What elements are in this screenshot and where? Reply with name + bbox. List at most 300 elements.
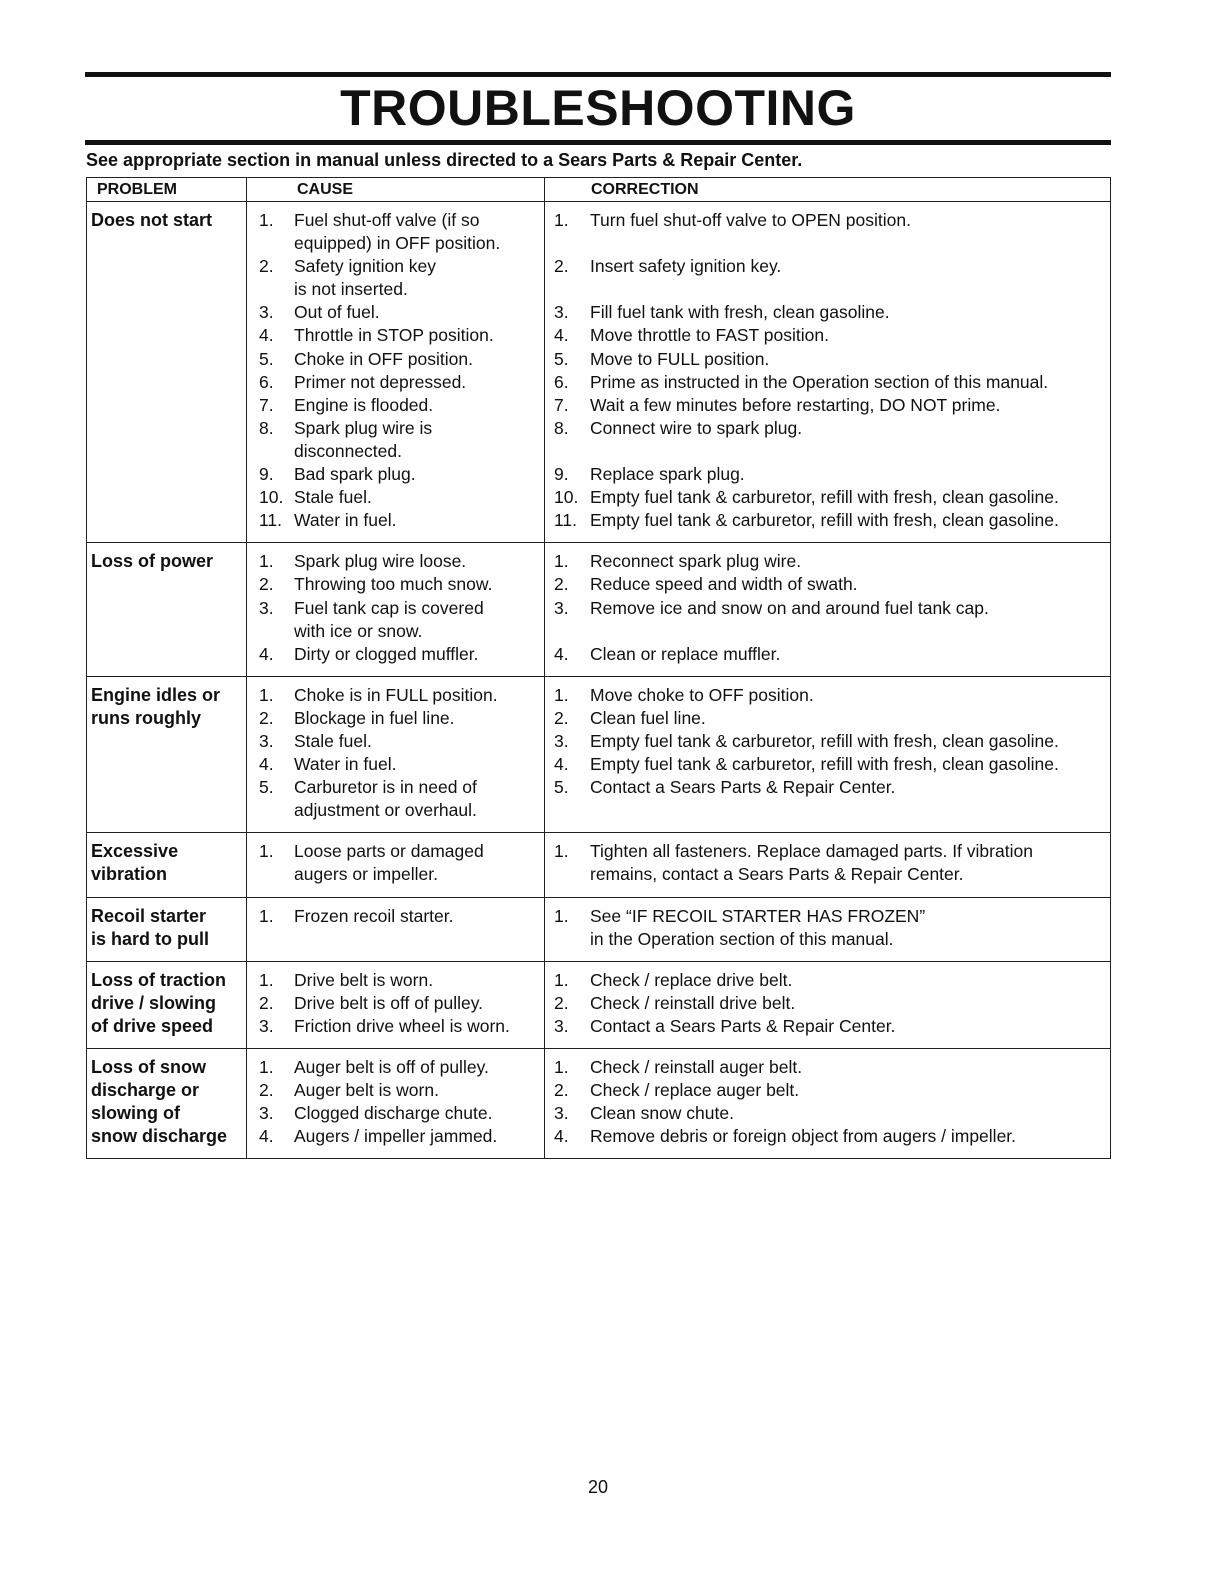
cause-text — [294, 301, 544, 324]
item-number: 5. — [554, 777, 569, 798]
correction-line: Clean fuel line. — [590, 707, 706, 728]
item-number: 3. — [554, 730, 569, 751]
problem-text: runs roughly — [91, 707, 202, 728]
cause-line: Choke in OFF position. — [294, 348, 473, 369]
correction-line: Wait a few minutes before restarting, DO NOT prime. — [590, 394, 1001, 415]
cause-cell — [247, 961, 545, 1048]
correction-line: in the Operation section of this manual. — [590, 928, 894, 949]
item-number: 3. — [259, 1103, 274, 1124]
table-body — [87, 202, 1111, 1159]
correction-line — [590, 232, 1110, 255]
correction-text — [590, 463, 1110, 486]
item-number: 1. — [554, 684, 569, 705]
cause-item — [247, 643, 544, 666]
correction-cell — [545, 961, 1111, 1048]
cause-line: Drive belt is worn. — [294, 969, 434, 990]
item-number: 1. — [554, 969, 569, 990]
item-number: 2. — [554, 992, 569, 1013]
cause-line: Bad spark plug. — [294, 464, 416, 485]
correction-cell — [545, 543, 1111, 676]
correction-line: Empty fuel tank & carburetor, refill with fresh, clean gasoline. — [590, 730, 1059, 751]
correction-item — [545, 643, 1110, 666]
item-number: 4. — [554, 643, 569, 664]
cause-text — [294, 684, 544, 707]
cause-text — [294, 348, 544, 371]
correction-text — [590, 417, 1110, 463]
correction-item — [545, 753, 1110, 776]
cause-text — [294, 753, 544, 776]
cause-item — [247, 509, 544, 532]
item-number: 1. — [259, 1057, 274, 1077]
correction-text — [590, 1079, 1110, 1102]
item-number: 1. — [259, 969, 274, 990]
cause-line — [294, 928, 544, 951]
correction-item — [545, 992, 1110, 1015]
item-number: 11. — [554, 510, 578, 531]
correction-item — [545, 684, 1110, 707]
cause-text — [294, 707, 544, 730]
correction-text — [590, 573, 1110, 596]
cause-text — [294, 573, 544, 596]
cause-line: Water in fuel. — [294, 510, 397, 531]
correction-line: Move to FULL position. — [590, 348, 770, 369]
item-number: 2. — [554, 256, 569, 277]
correction-item — [545, 486, 1110, 509]
correction-line — [590, 278, 1110, 301]
correction-text — [590, 597, 1110, 643]
correction-item — [545, 394, 1110, 417]
correction-text — [590, 550, 1110, 573]
cause-line: Friction drive wheel is worn. — [294, 1015, 510, 1036]
correction-item — [545, 1079, 1110, 1102]
item-number: 3. — [554, 302, 569, 323]
correction-item — [545, 969, 1110, 992]
item-number: 3. — [554, 597, 569, 618]
cause-text — [294, 643, 544, 666]
correction-item — [545, 1102, 1110, 1125]
correction-line: Fill fuel tank with fresh, clean gasoline. — [590, 302, 890, 323]
correction-item — [545, 707, 1110, 730]
cause-line: Throttle in STOP position. — [294, 325, 494, 346]
correction-item — [545, 840, 1110, 886]
cause-text — [294, 324, 544, 347]
correction-line: Remove ice and snow on and around fuel tank cap. — [590, 597, 989, 618]
cause-text — [294, 394, 544, 417]
correction-item — [545, 550, 1110, 573]
cause-cell — [247, 833, 545, 897]
item-number: 1. — [554, 1057, 569, 1077]
cause-text — [294, 463, 544, 486]
cause-text — [294, 597, 544, 643]
correction-line: Clean or replace muffler. — [590, 643, 781, 664]
item-number: 3. — [554, 1103, 569, 1124]
correction-text — [590, 776, 1110, 822]
cause-line: disconnected. — [294, 440, 402, 461]
correction-line: Contact a Sears Parts & Repair Center. — [590, 1015, 896, 1036]
table-row — [87, 202, 1111, 543]
cause-cell — [247, 897, 545, 961]
cause-line: Clogged discharge chute. — [294, 1103, 493, 1124]
cause-item — [247, 684, 544, 707]
correction-cell — [545, 1049, 1111, 1159]
correction-line: Check / reinstall auger belt. — [590, 1057, 803, 1077]
cause-text — [294, 1056, 544, 1079]
correction-item — [545, 1125, 1110, 1148]
problem-text: Recoil starter — [91, 905, 207, 926]
item-number: 1. — [259, 210, 274, 230]
problem-text: Engine idles or — [91, 684, 221, 705]
cause-item — [247, 371, 544, 394]
item-number: 7. — [259, 394, 274, 415]
cause-item — [247, 255, 544, 301]
header-correction: CORRECTION — [545, 178, 1111, 202]
item-number: 9. — [554, 464, 569, 485]
cause-text — [294, 1102, 544, 1125]
page-subtitle: See appropriate section in manual unless directed to a Sears Parts & Repair Center. — [86, 150, 803, 170]
correction-line: Replace spark plug. — [590, 464, 745, 485]
cause-item — [247, 417, 544, 463]
cause-line: Fuel tank cap is covered — [294, 597, 484, 618]
correction-line: Connect wire to spark plug. — [590, 417, 803, 438]
correction-text — [590, 1125, 1110, 1148]
cause-item — [247, 969, 544, 992]
item-number: 7. — [554, 394, 569, 415]
cause-item — [247, 905, 544, 951]
correction-item — [545, 417, 1110, 463]
correction-text — [590, 969, 1110, 992]
top-rule — [85, 72, 1111, 77]
cause-line: Stale fuel. — [294, 730, 372, 751]
correction-item — [545, 1015, 1110, 1038]
problem-cell — [87, 543, 247, 676]
item-number: 2. — [259, 574, 274, 595]
problem-text: Loss of power — [91, 551, 214, 572]
item-number: 2. — [259, 256, 274, 277]
cause-item — [247, 730, 544, 753]
correction-text — [590, 643, 1110, 666]
cause-text — [294, 840, 544, 886]
header-problem: PROBLEM — [87, 178, 247, 202]
item-number: 2. — [259, 1080, 274, 1101]
cause-line: Loose parts or damaged — [294, 841, 484, 862]
problem-text: snow discharge — [91, 1126, 228, 1146]
correction-cell — [545, 897, 1111, 961]
item-number: 6. — [554, 371, 569, 392]
correction-text — [590, 905, 1110, 951]
table-header-row — [87, 178, 1111, 202]
correction-item — [545, 509, 1110, 532]
problem-cell — [87, 202, 247, 543]
correction-item — [545, 348, 1110, 371]
problem-text: drive / slowing — [91, 992, 217, 1013]
cause-text — [294, 1015, 544, 1038]
correction-line: Empty fuel tank & carburetor, refill with fresh, clean gasoline. — [590, 487, 1059, 508]
cause-item — [247, 324, 544, 347]
item-number: 10. — [554, 487, 579, 508]
cause-line: Throwing too much snow. — [294, 574, 493, 595]
cause-text — [294, 1079, 544, 1102]
item-number: 3. — [554, 1015, 569, 1036]
cause-item — [247, 209, 544, 255]
item-number: 11. — [259, 510, 283, 531]
item-number: 8. — [259, 417, 274, 438]
table-row — [87, 1049, 1111, 1159]
cause-cell — [247, 1049, 545, 1159]
cause-item — [247, 1079, 544, 1102]
problem-cell — [87, 833, 247, 897]
cause-line: Fuel shut-off valve (if so — [294, 210, 480, 230]
item-number: 2. — [554, 574, 569, 595]
problem-text: discharge or — [91, 1080, 200, 1100]
correction-line: Prime as instructed in the Operation section of this manual. — [590, 371, 1049, 392]
cause-text — [294, 209, 544, 255]
cause-text — [294, 905, 544, 951]
cause-line: Spark plug wire is — [294, 417, 433, 438]
correction-line: Reduce speed and width of swath. — [590, 574, 858, 595]
correction-item — [545, 463, 1110, 486]
correction-line: Clean snow chute. — [590, 1103, 734, 1124]
cause-item — [247, 992, 544, 1015]
cause-item — [247, 707, 544, 730]
problem-cell — [87, 961, 247, 1048]
cause-line: Primer not depressed. — [294, 371, 467, 392]
item-number: 8. — [554, 417, 569, 438]
correction-item — [545, 324, 1110, 347]
correction-line: See “IF RECOIL STARTER HAS FROZEN” — [590, 905, 926, 926]
cause-line: with ice or snow. — [294, 620, 423, 641]
correction-item — [545, 597, 1110, 643]
item-number: 4. — [554, 754, 569, 775]
table-row — [87, 961, 1111, 1048]
item-number: 1. — [259, 684, 274, 705]
cause-item — [247, 1056, 544, 1079]
correction-text — [590, 1102, 1110, 1125]
problem-text: slowing of — [91, 1103, 180, 1123]
cause-line: Out of fuel. — [294, 302, 380, 323]
cause-item — [247, 753, 544, 776]
correction-text — [590, 707, 1110, 730]
cause-text — [294, 1125, 544, 1148]
cause-text — [294, 550, 544, 573]
correction-item — [545, 255, 1110, 301]
page-title: TROUBLESHOOTING — [340, 80, 856, 136]
problem-text: Loss of traction — [91, 969, 227, 990]
problem-text: Loss of snow — [91, 1057, 207, 1077]
correction-text — [590, 209, 1110, 255]
page-number: 20 — [587, 1477, 609, 1497]
correction-text — [590, 255, 1110, 301]
correction-cell — [545, 833, 1111, 897]
item-number: 10. — [259, 487, 284, 508]
correction-cell — [545, 202, 1111, 543]
cause-cell — [247, 676, 545, 833]
cause-item — [247, 776, 544, 822]
cause-item — [247, 597, 544, 643]
item-number: 4. — [554, 325, 569, 346]
cause-line: Spark plug wire loose. — [294, 551, 467, 572]
correction-line: Empty fuel tank & carburetor, refill with fresh, clean gasoline. — [590, 510, 1059, 531]
correction-line: Check / replace drive belt. — [590, 969, 793, 990]
item-number: 2. — [259, 707, 274, 728]
cause-item — [247, 348, 544, 371]
table-row — [87, 897, 1111, 961]
item-number: 1. — [259, 905, 274, 926]
cause-item — [247, 301, 544, 324]
correction-text — [590, 1056, 1110, 1079]
cause-item — [247, 394, 544, 417]
problem-text: of drive speed — [91, 1015, 214, 1036]
problem-cell — [87, 1049, 247, 1159]
item-number: 1. — [554, 551, 569, 572]
correction-item — [545, 1056, 1110, 1079]
cause-line: Frozen recoil starter. — [294, 905, 454, 926]
correction-line: Insert safety ignition key. — [590, 256, 782, 277]
cause-line: equipped) in OFF position. — [294, 233, 501, 254]
item-number: 3. — [259, 1015, 274, 1036]
problem-text: Does not start — [91, 210, 213, 230]
correction-line: Turn fuel shut-off valve to OPEN position. — [590, 210, 911, 230]
cause-line: Engine is flooded. — [294, 394, 434, 415]
table-row — [87, 676, 1111, 833]
correction-line: Move choke to OFF position. — [590, 684, 814, 705]
cause-item — [247, 486, 544, 509]
cause-line: Auger belt is off of pulley. — [294, 1057, 489, 1077]
correction-item — [545, 776, 1110, 822]
correction-text — [590, 1015, 1110, 1038]
item-number: 3. — [259, 730, 274, 751]
item-number: 3. — [259, 302, 274, 323]
correction-line — [590, 799, 1110, 822]
item-number: 9. — [259, 464, 274, 485]
correction-text — [590, 371, 1110, 394]
cause-text — [294, 730, 544, 753]
cause-line: adjustment or overhaul. — [294, 800, 477, 821]
cause-text — [294, 992, 544, 1015]
item-number: 4. — [259, 1126, 274, 1147]
cause-line: Auger belt is worn. — [294, 1080, 439, 1101]
correction-line: Tighten all fasteners. Replace damaged parts. If vibration — [590, 841, 1033, 862]
correction-item — [545, 905, 1110, 951]
cause-text — [294, 486, 544, 509]
item-number: 1. — [259, 551, 274, 572]
cause-cell — [247, 543, 545, 676]
cause-line: Carburetor is in need of — [294, 777, 477, 798]
cause-text — [294, 417, 544, 463]
correction-line: Remove debris or foreign object from augers / impeller. — [590, 1126, 1017, 1147]
correction-line: Contact a Sears Parts & Repair Center. — [590, 777, 896, 798]
correction-text — [590, 486, 1110, 509]
cause-item — [247, 550, 544, 573]
correction-text — [590, 394, 1110, 417]
correction-text — [590, 324, 1110, 347]
correction-item — [545, 730, 1110, 753]
item-number: 1. — [554, 841, 569, 862]
cause-line: is not inserted. — [294, 279, 408, 300]
correction-line: Reconnect spark plug wire. — [590, 551, 802, 572]
bottom-rule — [85, 140, 1111, 145]
cause-item — [247, 1102, 544, 1125]
problem-cell — [87, 676, 247, 833]
correction-text — [590, 509, 1110, 532]
cause-text — [294, 255, 544, 301]
correction-item — [545, 573, 1110, 596]
cause-item — [247, 463, 544, 486]
correction-item — [545, 371, 1110, 394]
correction-text — [590, 840, 1110, 886]
correction-line: Check / reinstall drive belt. — [590, 992, 796, 1013]
item-number: 5. — [259, 348, 274, 369]
cause-text — [294, 509, 544, 532]
item-number: 1. — [554, 905, 569, 926]
problem-cell — [87, 897, 247, 961]
problem-text: Excessive — [91, 841, 179, 862]
correction-item — [545, 209, 1110, 255]
item-number: 2. — [554, 1080, 569, 1101]
correction-item — [545, 301, 1110, 324]
correction-cell — [545, 676, 1111, 833]
cause-line: Dirty or clogged muffler. — [294, 643, 479, 664]
cause-item — [247, 1015, 544, 1038]
cause-line: Choke is in FULL position. — [294, 684, 498, 705]
item-number: 4. — [259, 754, 274, 775]
item-number: 4. — [259, 643, 274, 664]
correction-line — [590, 620, 1110, 643]
cause-line: Drive belt is off of pulley. — [294, 992, 484, 1013]
correction-line: Check / replace auger belt. — [590, 1080, 800, 1101]
cause-item — [247, 1125, 544, 1148]
cause-line: Augers / impeller jammed. — [294, 1126, 498, 1147]
item-number: 2. — [554, 707, 569, 728]
cause-line: Water in fuel. — [294, 754, 397, 775]
cause-text — [294, 969, 544, 992]
item-number: 4. — [554, 1126, 569, 1147]
problem-text: vibration — [91, 864, 168, 885]
cause-text — [294, 371, 544, 394]
cause-line: Stale fuel. — [294, 487, 372, 508]
header-cause: CAUSE — [247, 178, 545, 202]
cause-line: Blockage in fuel line. — [294, 707, 455, 728]
item-number: 2. — [259, 992, 274, 1013]
problem-text: is hard to pull — [91, 928, 210, 949]
correction-line — [590, 440, 1110, 463]
item-number: 5. — [259, 777, 274, 798]
correction-line: Empty fuel tank & carburetor, refill with fresh, clean gasoline. — [590, 754, 1059, 775]
item-number: 1. — [554, 210, 569, 230]
cause-cell — [247, 202, 545, 543]
cause-text — [294, 776, 544, 822]
table-row — [87, 833, 1111, 897]
cause-line: augers or impeller. — [294, 864, 438, 885]
correction-text — [590, 684, 1110, 707]
correction-text — [590, 301, 1110, 324]
troubleshooting-table — [86, 177, 1111, 1159]
item-number: 5. — [554, 348, 569, 369]
cause-item — [247, 573, 544, 596]
item-number: 1. — [259, 841, 274, 862]
correction-line: remains, contact a Sears Parts & Repair Center. — [590, 864, 964, 885]
cause-line: Safety ignition key — [294, 256, 437, 277]
item-number: 3. — [259, 597, 274, 618]
table-row — [87, 543, 1111, 676]
correction-text — [590, 348, 1110, 371]
correction-line: Move throttle to FAST position. — [590, 325, 829, 346]
correction-text — [590, 753, 1110, 776]
item-number: 6. — [259, 371, 274, 392]
correction-text — [590, 992, 1110, 1015]
item-number: 4. — [259, 325, 274, 346]
correction-text — [590, 730, 1110, 753]
cause-item — [247, 840, 544, 886]
